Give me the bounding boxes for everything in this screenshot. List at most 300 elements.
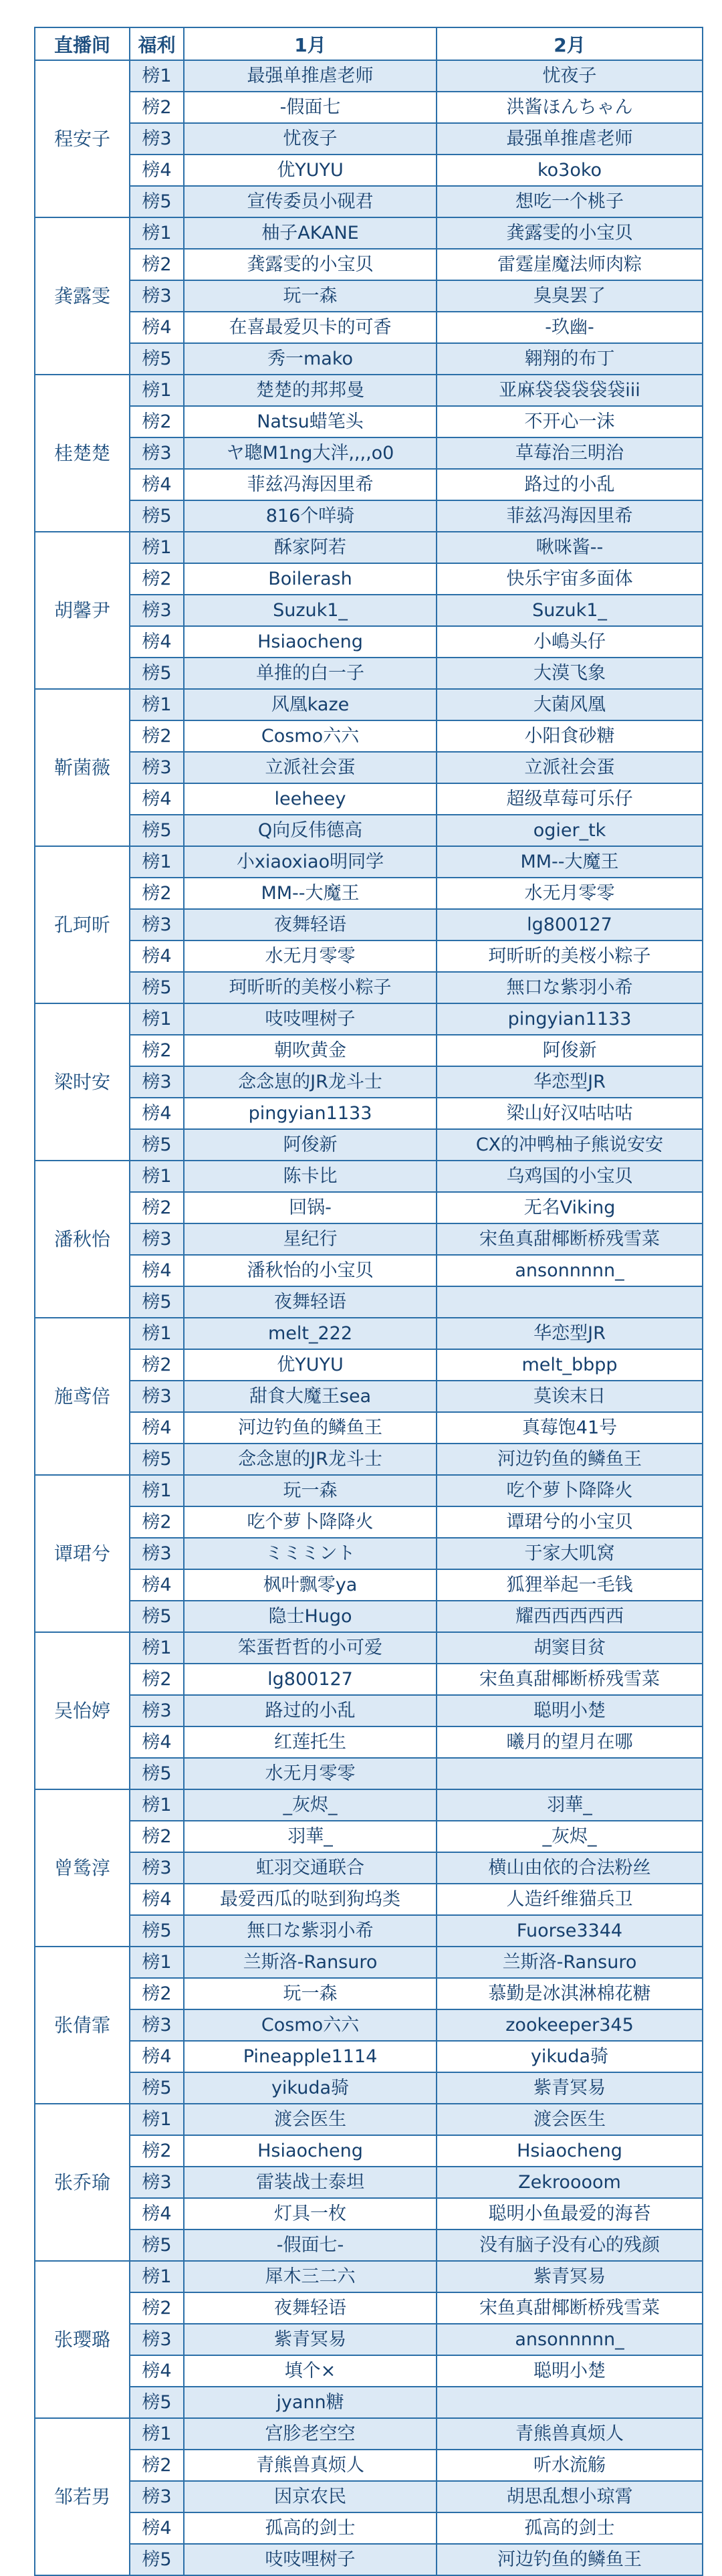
month-1-cell: pingyian1133 (184, 1098, 437, 1129)
table-row (35, 2009, 703, 2041)
rank-label: 榜4 (130, 1255, 184, 1286)
month-1-cell: 最强单推虐老师 (184, 60, 437, 92)
month-1-cell: Q向反伟德高 (184, 815, 437, 846)
table-row (35, 1947, 703, 1978)
header-month-1: 1月 (184, 27, 437, 60)
month-1-cell: 夜舞轻语 (184, 909, 437, 940)
rank-label: 榜2 (130, 878, 184, 909)
month-1-cell: Hsiaocheng (184, 2135, 437, 2167)
table-row (35, 249, 703, 280)
table-row (35, 1475, 703, 1506)
table-row (35, 2167, 703, 2198)
month-1-cell: 楚楚的邦邦曼 (184, 375, 437, 406)
rank-label: 榜1 (130, 217, 184, 249)
table-row (35, 1035, 703, 1066)
rank-label: 榜1 (130, 1789, 184, 1821)
rank-label: 榜5 (130, 186, 184, 217)
month-1-cell: 羽華_ (184, 1821, 437, 1852)
host-name: 胡馨尹 (35, 532, 130, 689)
month-1-cell: 吃个萝卜降降火 (184, 1506, 437, 1538)
month-1-cell: lg800127 (184, 1664, 437, 1695)
rank-label: 榜1 (130, 689, 184, 720)
month-1-cell: 紫青冥易 (184, 2324, 437, 2355)
month-1-cell: 宫胗老空空 (184, 2418, 437, 2450)
rank-label: 榜5 (130, 500, 184, 532)
month-2-cell: Suzuk1_ (437, 595, 703, 626)
rank-label: 榜1 (130, 1947, 184, 1978)
month-2-cell: 快乐宇宙多面体 (437, 563, 703, 595)
month-2-cell: 小阳食砂糖 (437, 720, 703, 752)
month-2-cell: 没有脑子没有心的残颜 (437, 2230, 703, 2261)
month-1-cell: jyann糖 (184, 2387, 437, 2418)
month-2-cell: 孤高的剑士 (437, 2512, 703, 2544)
rank-label: 榜4 (130, 2041, 184, 2072)
month-1-cell: 填个× (184, 2355, 437, 2387)
month-2-cell: 真莓饱41号 (437, 1412, 703, 1444)
month-2-cell: 臭臭罢了 (437, 280, 703, 312)
rank-label: 榜3 (130, 1381, 184, 1412)
month-2-cell: ogier_tk (437, 815, 703, 846)
month-1-cell: 忧夜子 (184, 123, 437, 155)
month-2-cell: 耀西西西西西 (437, 1601, 703, 1632)
table-row (35, 1255, 703, 1286)
rank-label: 榜4 (130, 1884, 184, 1915)
table-row (35, 1129, 703, 1161)
table-row (35, 1444, 703, 1475)
month-1-cell: melt_222 (184, 1318, 437, 1349)
rank-label: 榜5 (130, 343, 184, 375)
rank-label: 榜2 (130, 1506, 184, 1538)
month-1-cell: 隐士Hugo (184, 1601, 437, 1632)
month-2-cell: 横山由依的合法粉丝 (437, 1852, 703, 1884)
month-1-cell: 虹羽交通联合 (184, 1852, 437, 1884)
rank-label: 榜4 (130, 155, 184, 186)
month-2-cell: ansonnnnn_ (437, 1255, 703, 1286)
month-2-cell: 大菌风凰 (437, 689, 703, 720)
month-1-cell: ヤ聰M1ng大泮,,,,o0 (184, 437, 437, 469)
month-2-cell: 慕勤是冰淇淋棉花糖 (437, 1978, 703, 2009)
rank-label: 榜3 (130, 2009, 184, 2041)
month-1-cell: 灯具一枚 (184, 2198, 437, 2230)
table-row (35, 878, 703, 909)
month-2-cell: 聪明小楚 (437, 1695, 703, 1726)
rank-label: 榜2 (130, 720, 184, 752)
rank-label: 榜2 (130, 1978, 184, 2009)
month-1-cell: _灰烬_ (184, 1789, 437, 1821)
table-row (35, 469, 703, 500)
header-row (35, 27, 703, 60)
rank-label: 榜4 (130, 2198, 184, 2230)
table-row (35, 1381, 703, 1412)
rank-label: 榜5 (130, 815, 184, 846)
table-row (35, 123, 703, 155)
month-1-cell: MM--大魔王 (184, 878, 437, 909)
rank-label: 榜4 (130, 940, 184, 972)
rank-label: 榜5 (130, 658, 184, 689)
rank-label: 榜4 (130, 2355, 184, 2387)
month-2-cell: 河边钓鱼的鳞鱼王 (437, 2544, 703, 2575)
host-name: 靳菌薇 (35, 689, 130, 846)
host-name: 施鸢倍 (35, 1318, 130, 1475)
table-row (35, 1349, 703, 1381)
month-2-cell: 狐狸举起一毛钱 (437, 1569, 703, 1601)
month-2-cell: 聪明小楚 (437, 2355, 703, 2387)
month-1-cell: 玩一森 (184, 1978, 437, 2009)
month-1-cell: Pineapple1114 (184, 2041, 437, 2072)
header-host: 直播间 (35, 27, 130, 60)
rank-label: 榜3 (130, 1852, 184, 1884)
table-row (35, 846, 703, 878)
host-name: 曾鸶淳 (35, 1789, 130, 1947)
host-name: 程安子 (35, 60, 130, 217)
rank-label: 榜2 (130, 1192, 184, 1223)
month-2-cell: zookeeper345 (437, 2009, 703, 2041)
month-1-cell: 816个咩骑 (184, 500, 437, 532)
table-row (35, 1066, 703, 1098)
table-row (35, 595, 703, 626)
table-row (35, 406, 703, 437)
month-1-cell: ミミミント (184, 1538, 437, 1569)
month-2-cell: 兰斯洛-Ransuro (437, 1947, 703, 1978)
ranking-body (35, 60, 703, 2575)
table-row (35, 2387, 703, 2418)
host-name: 张倩霏 (35, 1947, 130, 2104)
rank-label: 榜1 (130, 1318, 184, 1349)
rank-label: 榜5 (130, 1286, 184, 1318)
month-1-cell: 河边钓鱼的鳞鱼王 (184, 1412, 437, 1444)
rank-label: 榜4 (130, 2512, 184, 2544)
table-row (35, 280, 703, 312)
month-2-cell: 路过的小乱 (437, 469, 703, 500)
month-1-cell: 念念崽的JR龙斗士 (184, 1066, 437, 1098)
rank-label: 榜3 (130, 595, 184, 626)
month-2-cell (437, 1286, 703, 1318)
rank-label: 榜3 (130, 1223, 184, 1255)
host-name: 孔珂昕 (35, 846, 130, 1003)
rank-label: 榜1 (130, 1161, 184, 1192)
month-1-cell: Boilerash (184, 563, 437, 595)
month-1-cell: 宣传委员小砚君 (184, 186, 437, 217)
month-1-cell: 笨蛋哲哲的小可爱 (184, 1632, 437, 1664)
table-row (35, 60, 703, 92)
month-2-cell: 翱翔的布丁 (437, 343, 703, 375)
month-1-cell: 念念崽的JR龙斗士 (184, 1444, 437, 1475)
month-2-cell: 河边钓鱼的鳞鱼王 (437, 1444, 703, 1475)
table-row (35, 1915, 703, 1947)
month-1-cell: 孤高的剑士 (184, 2512, 437, 2544)
month-1-cell: Cosmo六六 (184, 2009, 437, 2041)
month-2-cell: ansonnnnn_ (437, 2324, 703, 2355)
table-row (35, 1789, 703, 1821)
host-name: 谭珺兮 (35, 1475, 130, 1632)
table-row (35, 626, 703, 658)
host-name: 梁时安 (35, 1003, 130, 1161)
rank-label: 榜5 (130, 972, 184, 1003)
month-2-cell: MM--大魔王 (437, 846, 703, 878)
month-2-cell: 听水流觞 (437, 2450, 703, 2481)
table-row (35, 1506, 703, 1538)
table-row (35, 1695, 703, 1726)
month-1-cell: 柚子AKANE (184, 217, 437, 249)
month-2-cell: 华恋型JR (437, 1066, 703, 1098)
month-2-cell: Hsiaocheng (437, 2135, 703, 2167)
table-row (35, 940, 703, 972)
rank-label: 榜4 (130, 626, 184, 658)
month-1-cell: 枫叶飘零ya (184, 1569, 437, 1601)
month-1-cell: 菲兹冯海因里希 (184, 469, 437, 500)
month-2-cell: 人造纤维猫兵卫 (437, 1884, 703, 1915)
table-row (35, 2324, 703, 2355)
ranking-table (34, 27, 703, 2576)
rank-label: 榜1 (130, 1632, 184, 1664)
month-1-cell: -假面七- (184, 2230, 437, 2261)
month-1-cell: 吱吱哩树子 (184, 2544, 437, 2575)
month-2-cell: 珂昕昕的美桜小粽子 (437, 940, 703, 972)
table-row (35, 2544, 703, 2575)
month-2-cell: 聪明小鱼最爱的海苔 (437, 2198, 703, 2230)
month-1-cell: leeheey (184, 783, 437, 815)
table-row (35, 1318, 703, 1349)
rank-label: 榜2 (130, 92, 184, 123)
table-row (35, 658, 703, 689)
month-2-cell (437, 1758, 703, 1789)
month-1-cell: -假面七 (184, 92, 437, 123)
month-1-cell: 兰斯洛-Ransuro (184, 1947, 437, 1978)
rank-label: 榜2 (130, 563, 184, 595)
rank-label: 榜5 (130, 1444, 184, 1475)
month-2-cell: lg800127 (437, 909, 703, 940)
rank-label: 榜2 (130, 2135, 184, 2167)
month-1-cell: 风凰kaze (184, 689, 437, 720)
table-row (35, 186, 703, 217)
month-2-cell: 宋鱼真甜椰断桥残雪菜 (437, 2292, 703, 2324)
rank-label: 榜2 (130, 1821, 184, 1852)
month-2-cell: 于家大叽窝 (437, 1538, 703, 1569)
table-row (35, 815, 703, 846)
month-2-cell: 胡思乱想小琼霄 (437, 2481, 703, 2512)
month-2-cell: 华恋型JR (437, 1318, 703, 1349)
rank-label: 榜3 (130, 123, 184, 155)
month-2-cell: 立派社会蛋 (437, 752, 703, 783)
rank-label: 榜2 (130, 1349, 184, 1381)
rank-label: 榜1 (130, 60, 184, 92)
month-1-cell: Hsiaocheng (184, 626, 437, 658)
rank-label: 榜1 (130, 846, 184, 878)
month-2-cell: 莫诶末日 (437, 1381, 703, 1412)
month-1-cell: 优YUYU (184, 1349, 437, 1381)
month-1-cell: 雷装战士泰坦 (184, 2167, 437, 2198)
month-2-cell (437, 2387, 703, 2418)
rank-label: 榜1 (130, 375, 184, 406)
table-row (35, 2481, 703, 2512)
month-1-cell: 夜舞轻语 (184, 2292, 437, 2324)
rank-label: 榜2 (130, 2292, 184, 2324)
table-row (35, 1758, 703, 1789)
table-row (35, 1632, 703, 1664)
month-1-cell: 青熊兽真烦人 (184, 2450, 437, 2481)
month-2-cell: 小嶋头仔 (437, 626, 703, 658)
table-row (35, 1192, 703, 1223)
rank-label: 榜3 (130, 752, 184, 783)
month-2-cell: 紫青冥易 (437, 2261, 703, 2292)
rank-label: 榜5 (130, 2230, 184, 2261)
rank-label: 榜1 (130, 1003, 184, 1035)
table-row (35, 1286, 703, 1318)
table-row (35, 2261, 703, 2292)
month-1-cell: 玩一森 (184, 280, 437, 312)
rank-label: 榜3 (130, 280, 184, 312)
host-name: 桂楚楚 (35, 375, 130, 532)
rank-label: 榜5 (130, 1601, 184, 1632)
table-row (35, 1538, 703, 1569)
table-row (35, 1601, 703, 1632)
table-row (35, 2512, 703, 2544)
table-row (35, 2230, 703, 2261)
rank-label: 榜1 (130, 532, 184, 563)
rank-label: 榜5 (130, 1758, 184, 1789)
month-1-cell: 路过的小乱 (184, 1695, 437, 1726)
month-1-cell: 水无月零零 (184, 1758, 437, 1789)
month-2-cell: -玖幽- (437, 312, 703, 343)
month-2-cell: Zekroooom (437, 2167, 703, 2198)
table-row (35, 2418, 703, 2450)
month-1-cell: 红莲托生 (184, 1726, 437, 1758)
table-row (35, 2072, 703, 2104)
month-2-cell: 大漠飞象 (437, 658, 703, 689)
rank-label: 榜5 (130, 2387, 184, 2418)
month-1-cell: 朝吹黄金 (184, 1035, 437, 1066)
month-1-cell: 立派社会蛋 (184, 752, 437, 783)
month-2-cell: 菲兹冯海因里希 (437, 500, 703, 532)
month-1-cell: 在喜最爱贝卡的可香 (184, 312, 437, 343)
table-row (35, 500, 703, 532)
month-2-cell: _灰烬_ (437, 1821, 703, 1852)
month-2-cell: 胡窦目贫 (437, 1632, 703, 1664)
table-row (35, 2104, 703, 2135)
month-2-cell: pingyian1133 (437, 1003, 703, 1035)
rank-label: 榜1 (130, 2261, 184, 2292)
table-row (35, 2355, 703, 2387)
table-row (35, 92, 703, 123)
month-2-cell: ko3oko (437, 155, 703, 186)
table-row (35, 1884, 703, 1915)
month-2-cell: 阿俊新 (437, 1035, 703, 1066)
month-1-cell: 珂昕昕的美桜小粽子 (184, 972, 437, 1003)
rank-label: 榜4 (130, 469, 184, 500)
month-2-cell: 渡会医生 (437, 2104, 703, 2135)
month-1-cell: Natsu蜡笔头 (184, 406, 437, 437)
table-row (35, 155, 703, 186)
rank-label: 榜1 (130, 2418, 184, 2450)
table-row (35, 909, 703, 940)
rank-label: 榜3 (130, 1538, 184, 1569)
table-row (35, 532, 703, 563)
table-row (35, 375, 703, 406)
host-name: 龚露雯 (35, 217, 130, 375)
table-row (35, 1852, 703, 1884)
rank-label: 榜3 (130, 1066, 184, 1098)
host-name: 邹若男 (35, 2418, 130, 2575)
table-row (35, 783, 703, 815)
month-2-cell: 啾咪酱-- (437, 532, 703, 563)
table-row (35, 689, 703, 720)
month-1-cell: Suzuk1_ (184, 595, 437, 626)
month-1-cell: 优YUYU (184, 155, 437, 186)
month-2-cell: melt_bbpp (437, 1349, 703, 1381)
rank-label: 榜2 (130, 2450, 184, 2481)
rank-label: 榜3 (130, 2324, 184, 2355)
table-row (35, 1412, 703, 1444)
rank-label: 榜5 (130, 2544, 184, 2575)
month-2-cell: 无名Viking (437, 1192, 703, 1223)
month-1-cell: 甜食大魔王sea (184, 1381, 437, 1412)
month-2-cell: 乌鸡国的小宝贝 (437, 1161, 703, 1192)
rank-label: 榜1 (130, 2104, 184, 2135)
month-1-cell: yikuda骑 (184, 2072, 437, 2104)
rank-label: 榜4 (130, 1412, 184, 1444)
month-1-cell: 秀一mako (184, 343, 437, 375)
month-2-cell: 想吃一个桃子 (437, 186, 703, 217)
month-1-cell: 水无月零零 (184, 940, 437, 972)
month-1-cell: 星纪行 (184, 1223, 437, 1255)
rank-label: 榜2 (130, 249, 184, 280)
month-1-cell: 潘秋怡的小宝贝 (184, 1255, 437, 1286)
month-1-cell: 酥家阿若 (184, 532, 437, 563)
rank-label: 榜4 (130, 783, 184, 815)
month-2-cell: 梁山好汉咕咕咕 (437, 1098, 703, 1129)
month-2-cell: 曦月的望月在哪 (437, 1726, 703, 1758)
month-2-cell: 紫青冥易 (437, 2072, 703, 2104)
rank-label: 榜1 (130, 1475, 184, 1506)
month-1-cell: 龚露雯的小宝贝 (184, 249, 437, 280)
rank-label: 榜4 (130, 312, 184, 343)
month-2-cell: 谭珺兮的小宝贝 (437, 1506, 703, 1538)
month-1-cell: Cosmo六六 (184, 720, 437, 752)
rank-label: 榜3 (130, 2481, 184, 2512)
table-row (35, 1003, 703, 1035)
rank-label: 榜3 (130, 437, 184, 469)
table-row (35, 2450, 703, 2481)
table-row (35, 437, 703, 469)
month-1-cell: 無口な紫羽小希 (184, 1915, 437, 1947)
table-row (35, 217, 703, 249)
table-row (35, 1569, 703, 1601)
table-row (35, 1978, 703, 2009)
table-row (35, 312, 703, 343)
table-row (35, 720, 703, 752)
month-2-cell: 忧夜子 (437, 60, 703, 92)
table-row (35, 2041, 703, 2072)
table-row (35, 1664, 703, 1695)
table-row (35, 972, 703, 1003)
month-2-cell: 草莓治三明治 (437, 437, 703, 469)
host-name: 吴怡婷 (35, 1632, 130, 1789)
rank-label: 榜3 (130, 1695, 184, 1726)
month-1-cell: 吱吱哩树子 (184, 1003, 437, 1035)
table-row (35, 563, 703, 595)
month-2-cell: 亚麻袋袋袋袋袋iii (437, 375, 703, 406)
month-2-cell: 超级草莓可乐仔 (437, 783, 703, 815)
rank-label: 榜3 (130, 2167, 184, 2198)
month-2-cell: 不开心一沫 (437, 406, 703, 437)
month-1-cell: 最爱西瓜的哒到狗坞类 (184, 1884, 437, 1915)
month-1-cell: 单推的白一子 (184, 658, 437, 689)
rank-label: 榜2 (130, 1664, 184, 1695)
month-1-cell: 回锅- (184, 1192, 437, 1223)
table-row (35, 1161, 703, 1192)
rank-label: 榜2 (130, 1035, 184, 1066)
month-2-cell: 宋鱼真甜椰断桥残雪菜 (437, 1664, 703, 1695)
